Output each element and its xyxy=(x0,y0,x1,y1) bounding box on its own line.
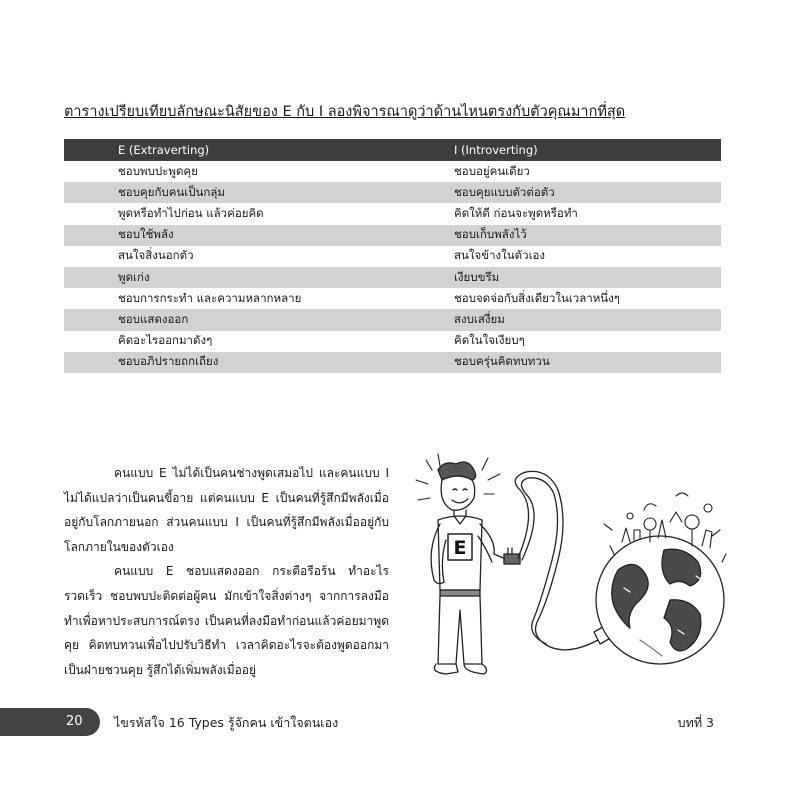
trait-i: ชอบอยู่คนเดียว xyxy=(454,163,530,178)
plug-cable xyxy=(504,471,614,649)
page-heading: ตารางเปรียบเทียบลักษณะนิสัยของ E กับ I ลองพิจารณาดูว่าด้านไหนตรงกับตัวคุณมากที่สุด xyxy=(64,104,626,120)
body-paragraph: คนแบบ E ไม่ได้เป็นคนช่างพูดเสมอไป และคนแบบ I ไม่ได้แปลว่าเป็นคนขี้อาย แต่คนแบบ E เป็นคนที่รู้สึกมีพลังเมื่ออยู่กับโลกภายนอก ส่วนคนแบบ I เป็นคนที่รู้สึกมีพลังเมื่ออยู่กับโลกภายในของตัวเอง xyxy=(64,466,389,554)
trait-e: ชอบพบปะพูดคุย xyxy=(118,163,198,178)
table-row xyxy=(64,182,721,203)
table-header-row xyxy=(64,139,721,161)
man-figure xyxy=(431,462,508,674)
table-row xyxy=(64,352,721,373)
shirt-letter-e: E xyxy=(453,537,467,559)
trait-i: ชอบครุ่นคิดทบทวน xyxy=(448,352,721,373)
table-row xyxy=(64,203,721,224)
trait-e: ชอบใช้พลัง xyxy=(64,225,448,246)
trait-i: คิดในใจเงียบๆ xyxy=(454,333,525,348)
book-title: ไขรหัสใจ 16 Types รู้จักคน เข้าใจตนเอง xyxy=(114,715,339,730)
table-row xyxy=(64,331,721,352)
trait-i: ชอบคุยแบบตัวต่อตัว xyxy=(448,182,721,203)
chapter-label: บทที่ 3 xyxy=(677,715,714,730)
trait-e: สนใจสิ่งนอกตัว xyxy=(118,248,194,263)
table-row xyxy=(64,225,721,246)
sparkle-lines xyxy=(416,454,500,500)
trait-e: คิดอะไรออกมาดังๆ xyxy=(118,333,213,348)
comparison-table xyxy=(64,139,721,373)
earth-globe-icon xyxy=(596,536,724,664)
table-row xyxy=(64,161,721,182)
trait-i: สนใจข้างในตัวเอง xyxy=(454,248,546,263)
table-row xyxy=(64,246,721,267)
footer-page-tab xyxy=(0,708,100,736)
trait-i: ชอบเก็บพลังไว้ xyxy=(448,225,721,246)
trait-e: พูดหรือทำไปก่อน แล้วค่อยคิด xyxy=(118,205,264,220)
trait-e: ชอบแสดงออก xyxy=(64,309,448,330)
table-row xyxy=(64,267,721,288)
illustration-man-plugging-into-globe xyxy=(408,450,728,682)
body-paragraph: คนแบบ E ชอบแสดงออก กระตือรือร้น ทำอะไรรวดเร็ว ชอบพบปะติดต่อผู้คน มักเข้าใจสิ่งต่างๆ จากการลงมือทำเพื่อหาประสบการณ์ตรง เป็นคนที่ลงมือทำก่อนแล้วค่อยมาพูดคุย คิดทบทวนเพื่อไปปรับวิธีทำ เวลาคิดอะไรจะต้องพูดออกมา เป็นฝ่ายชวนคุย รู้สึกได้เพิ่มพลังเมื่ออยู่ xyxy=(64,564,389,677)
trait-e: ชอบอภิปรายถกเถียง xyxy=(64,352,448,373)
trait-i: เงียบขรึม xyxy=(448,267,721,288)
trait-e: พูดเก่ง xyxy=(64,267,448,288)
column-header-e: E (Extraverting) xyxy=(64,139,448,161)
table-row xyxy=(64,288,721,309)
trait-e: ชอบการกระทำ และความหลากหลาย xyxy=(118,290,302,305)
column-header-i: I (Introverting) xyxy=(448,139,721,161)
trait-e: ชอบคุยกับคนเป็นกลุ่ม xyxy=(64,182,448,203)
trait-i: ชอบจดจ่อกับสิ่งเดียวในเวลาหนึ่งๆ xyxy=(454,290,620,305)
page-number: 20 xyxy=(66,714,83,729)
body-text xyxy=(64,461,389,682)
trait-i: สงบเสงี่ยม xyxy=(448,309,721,330)
table-row xyxy=(64,309,721,330)
trait-i: คิดให้ดี ก่อนจะพูดหรือทำ xyxy=(454,205,578,220)
